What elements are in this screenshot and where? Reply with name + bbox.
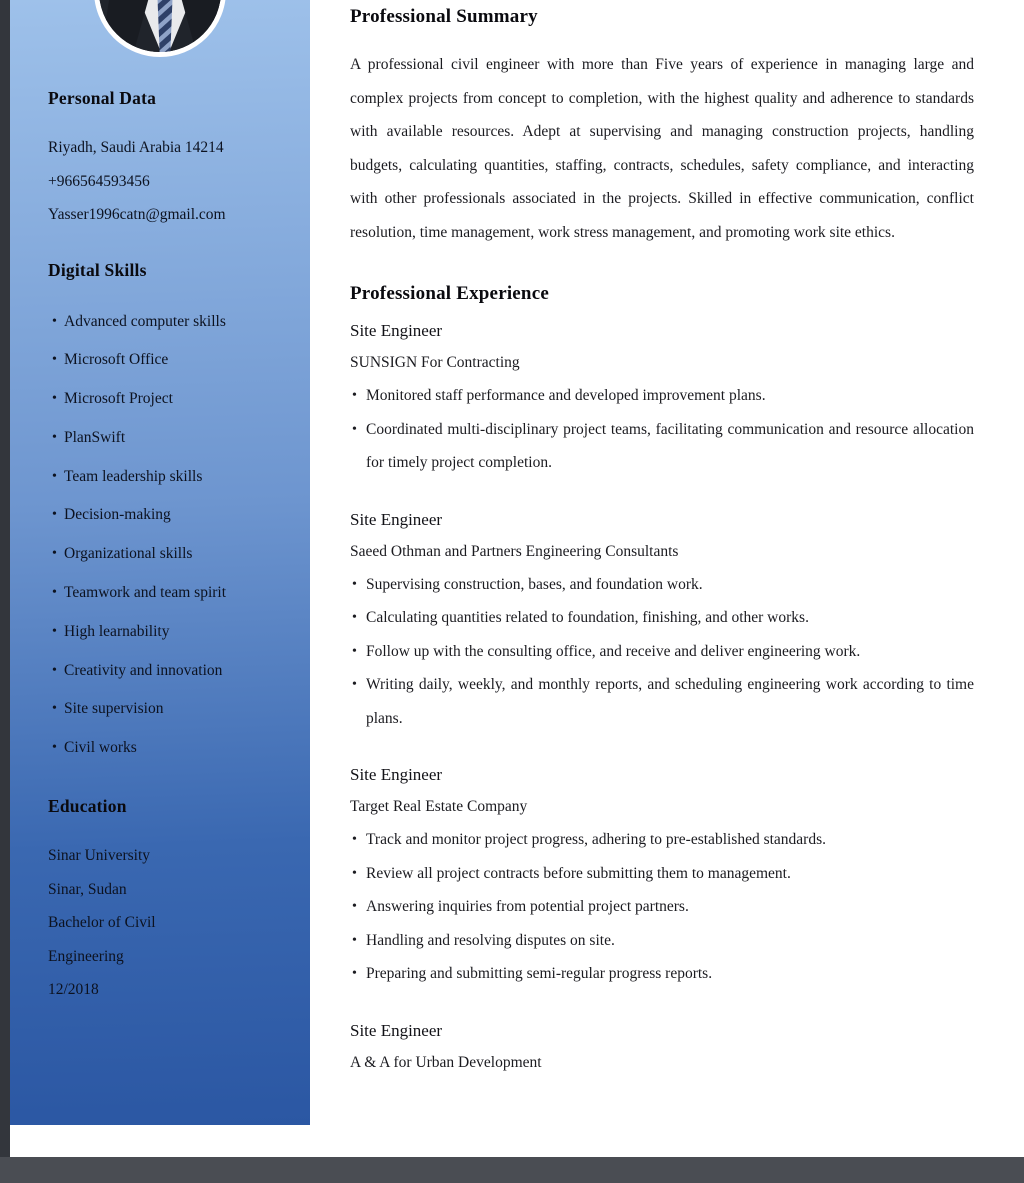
summary-heading: Professional Summary — [350, 6, 538, 27]
job-bullets — [350, 568, 974, 736]
experience-heading: Professional Experience — [350, 283, 549, 304]
resume-page — [10, 0, 1024, 1157]
summary-section — [350, 6, 974, 249]
job-bullet: • Coordinated multi-disciplinary project teams, facilitating communication and resource allocation for timely project completion. — [350, 413, 974, 480]
job-bullet: • Follow up with the consulting office, and receive and deliver engineering work. — [350, 635, 974, 669]
job-entry — [350, 319, 974, 480]
skill-item: • Advanced computer skills — [52, 303, 280, 342]
job-company: SUNSIGN For Contracting — [350, 354, 520, 371]
job-bullet: • Monitored staff performance and developed improvement plans. — [350, 379, 974, 413]
job-title: Site Engineer — [350, 1020, 443, 1040]
skill-item: • Microsoft Office — [52, 341, 280, 380]
job-company: Target Real Estate Company — [350, 798, 528, 815]
job-entry — [350, 763, 974, 991]
job-bullet: • Calculating quantities related to foundation, finishing, and other works. — [350, 601, 974, 635]
skill-item: • Teamwork and team spirit — [52, 574, 280, 613]
skills-list — [48, 303, 280, 769]
personal-data-heading: Personal Data — [48, 88, 157, 108]
job-title: Site Engineer — [350, 509, 443, 529]
skill-item: • High learnability — [52, 613, 280, 652]
skill-item: • PlanSwift — [52, 419, 280, 458]
job-bullet: • Preparing and submitting semi-regular progress reports. — [350, 957, 974, 991]
skill-item: • Microsoft Project — [52, 380, 280, 419]
profile-photo — [94, 0, 226, 57]
job-entry — [350, 1019, 974, 1072]
job-bullet: • Answering inquiries from potential project partners. — [350, 890, 974, 924]
education-heading: Education — [48, 796, 127, 817]
skill-item: • Decision-making — [52, 496, 280, 535]
job-entry — [350, 508, 974, 736]
email-text: Yasser1996catn@gmail.com — [48, 206, 226, 223]
job-title: Site Engineer — [350, 321, 443, 340]
skill-item: • Team leadership skills — [52, 458, 280, 497]
education-date: 12/2018 — [48, 981, 99, 999]
education-degree-line2: Engineering — [48, 947, 124, 965]
skill-item: • Creativity and innovation — [52, 652, 280, 691]
job-bullet: • Writing daily, weekly, and monthly reports, and scheduling engineering work according to time plans. — [350, 668, 974, 735]
summary-text: A professional civil engineer with more than Five years of experience in managing large and complex projects from concept to completion, with the highest quality and adherence to standards with available resources. Adept at supervising and managing construction projects, handling budgets, calculating quantities, staffing, contracts, schedules, safety compliance, and interacting with other professionals associated in the projects. Skilled in effective communication, conflict resolution, time management, work stress management, and promoting work site ethics. — [350, 56, 974, 241]
skill-item: • Site supervision — [52, 690, 280, 729]
main-content — [350, 0, 974, 1072]
portrait-graphic — [99, 0, 226, 57]
digital-skills-heading: Digital Skills — [48, 259, 147, 280]
phone-text: +966564593456 — [48, 172, 150, 190]
viewer-bottom-bar — [0, 1157, 1024, 1183]
education-location: Sinar, Sudan — [48, 880, 127, 898]
experience-section — [350, 283, 974, 1072]
job-bullet: • Handling and resolving disputes on site. — [350, 924, 974, 958]
skill-item: • Organizational skills — [52, 535, 280, 574]
job-bullets — [350, 823, 974, 991]
job-bullets — [350, 379, 974, 480]
sidebar — [10, 0, 310, 1125]
education-degree-line1: Bachelor of Civil — [48, 914, 156, 932]
location-text: Riyadh, Saudi Arabia 14214 — [48, 139, 224, 156]
skill-item: • Civil works — [52, 729, 280, 768]
job-company: Saeed Othman and Partners Engineering Consultants — [350, 542, 679, 560]
job-bullet: • Review all project contracts before submitting them to management. — [350, 857, 974, 891]
job-bullet: • Track and monitor project progress, adhering to pre-established standards. — [350, 823, 974, 857]
job-company: A & A for Urban Development — [350, 1053, 542, 1071]
job-title: Site Engineer — [350, 765, 443, 784]
education-school: Sinar University — [48, 847, 151, 865]
job-bullet: • Supervising construction, bases, and foundation work. — [350, 568, 974, 602]
